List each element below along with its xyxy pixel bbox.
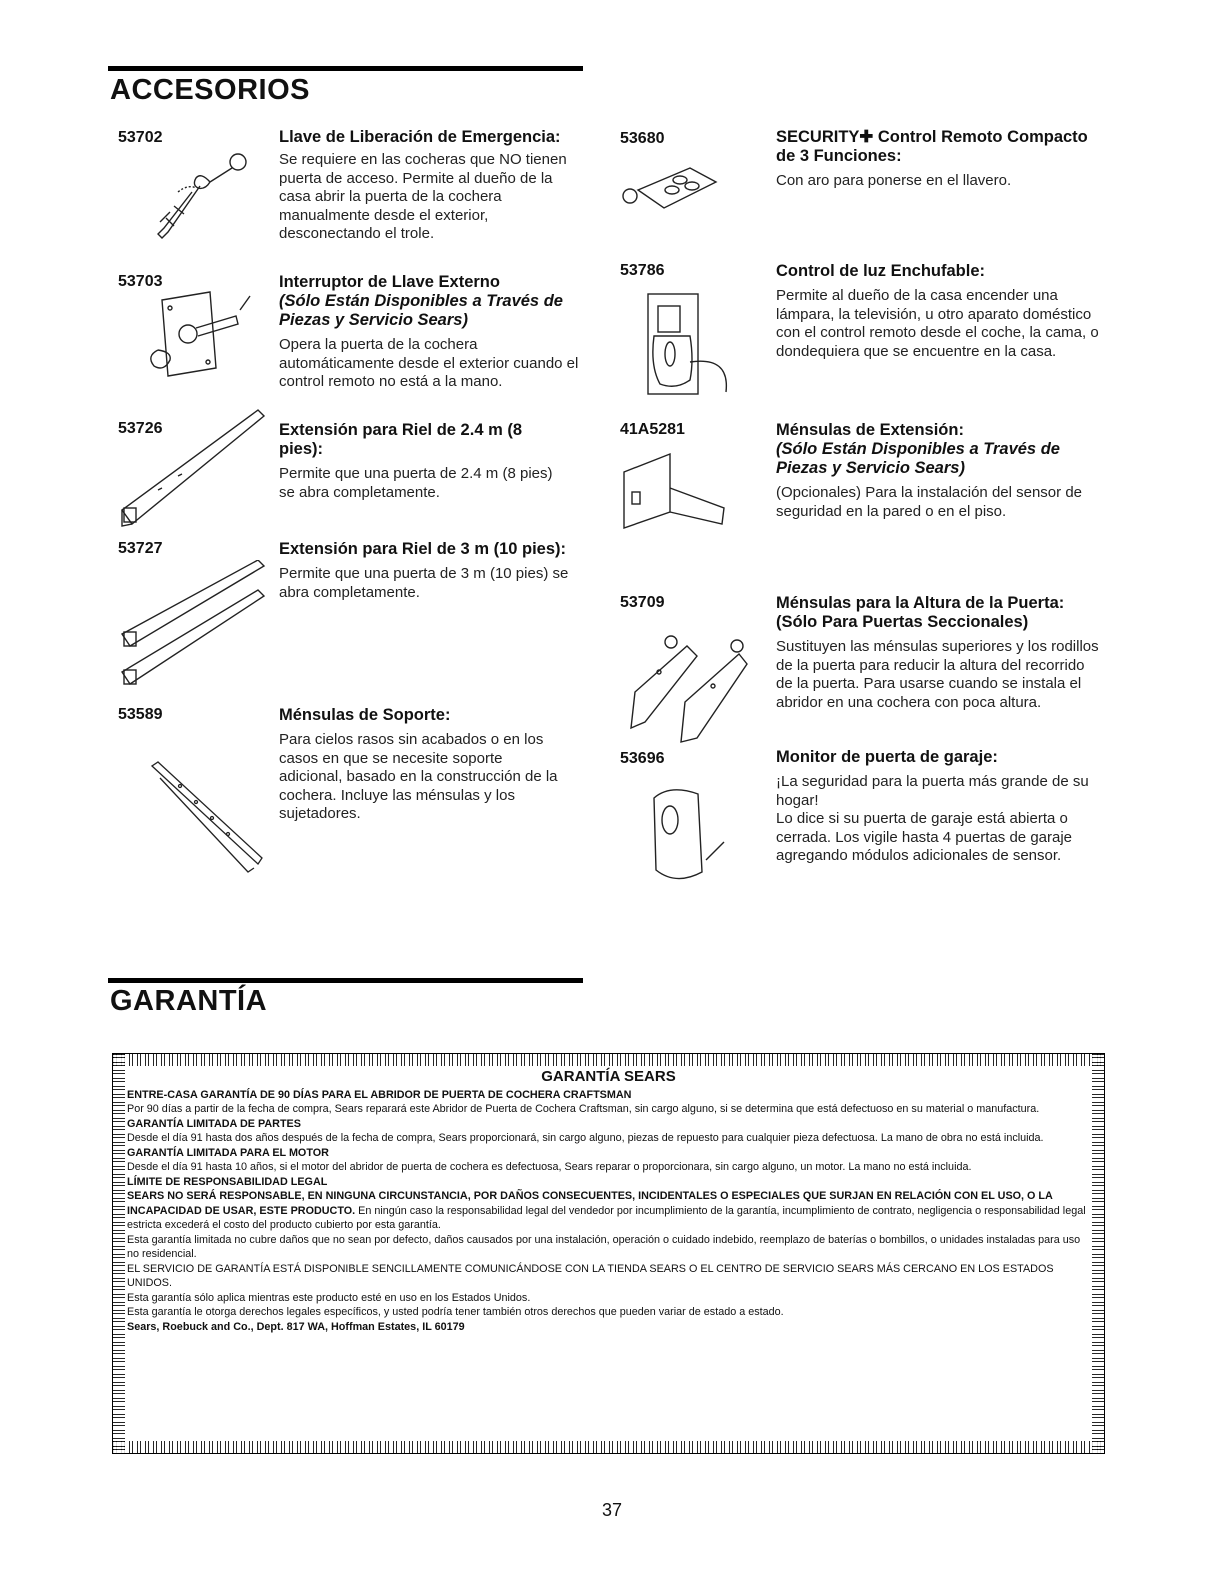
warranty-heading: GARANTÍA LIMITADA PARA EL MOTOR xyxy=(127,1146,329,1159)
item-53727 xyxy=(279,540,569,602)
item-title: Llave de Liberación de Emergencia: xyxy=(279,128,561,146)
warranty-liability-text: En ningún caso la responsabilidad legal del vendedor por incumplimiento de la garantía, incumplimiento de contrato, negligencia o responsabilidad legal estricta excederá el costo del producto cubierto por esta garantía. xyxy=(127,1204,1086,1231)
warranty-heading: ENTRE-CASA GARANTÍA DE 90 DÍAS PARA EL ABRIDOR DE PUERTA DE COCHERA CRAFTSMAN xyxy=(127,1088,632,1101)
item-code-53786: 53786 xyxy=(620,262,665,279)
item-subtitle: (Sólo Están Disponibles a Través de Piezas y Servicio Sears) xyxy=(776,440,1060,477)
warranty-border-bottom xyxy=(113,1441,1104,1453)
door-height-brackets-illustration xyxy=(615,632,755,752)
item-53709 xyxy=(776,594,1101,712)
warranty-heading: LÍMITE DE RESPONSABILIDAD LEGAL xyxy=(127,1175,328,1188)
garantia-rule xyxy=(108,978,583,983)
warranty-heading: GARANTÍA LIMITADA DE PARTES xyxy=(127,1117,301,1130)
item-title: Extensión para Riel de 3 m (10 pies): xyxy=(279,540,567,558)
item-53589 xyxy=(279,706,569,824)
rail-extension-10ft-illustration xyxy=(118,560,268,690)
item-title: Ménsulas para la Altura de la Puerta: (Sólo Para Puertas Seccionales) xyxy=(776,594,1065,631)
warranty-text: Esta garantía sólo aplica mientras este producto esté en uso en los Estados Unidos. xyxy=(127,1291,531,1304)
item-53702 xyxy=(279,128,579,244)
garantia-heading: GARANTÍA xyxy=(110,985,268,1017)
item-desc: Permite que una puerta de 2.4 m (8 pies) se abra completamente. xyxy=(279,465,553,501)
warranty-border-left xyxy=(113,1054,125,1453)
warranty-border-top xyxy=(113,1054,1104,1066)
item-title: Extensión para Riel de 2.4 m (8 pies): xyxy=(279,421,523,458)
item-code-53709: 53709 xyxy=(620,594,665,611)
warranty-box xyxy=(112,1053,1105,1454)
rail-extension-8ft-illustration xyxy=(118,400,268,530)
item-53786 xyxy=(776,262,1101,361)
item-code-53702: 53702 xyxy=(118,129,163,146)
item-subtitle: (Sólo Están Disponibles a Través de Piezas y Servicio Sears) xyxy=(279,292,563,329)
item-53726 xyxy=(279,421,569,502)
warranty-text: Esta garantía limitada no cubre daños que no sean por defecto, daños causados por una instalación, operación o cuidado indebido, reemplazo de baterías o bombillos, o unidades instaladas para uso no residencial. xyxy=(127,1233,1081,1260)
remote-control-illustration xyxy=(620,160,720,220)
item-title: Ménsulas de Soporte: xyxy=(279,706,451,724)
item-desc: Para cielos rasos sin acabados o en los casos en que se necesite soporte adicional, basado en la construcción de la cochera. Incluye las ménsulas y los sujetadores. xyxy=(279,731,558,822)
warranty-border-right xyxy=(1092,1054,1104,1453)
warranty-text: Esta garantía le otorga derechos legales específicos, y usted podría tener también otros derechos que pueden variar de estado a estado. xyxy=(127,1306,784,1318)
support-brackets-illustration xyxy=(150,760,270,880)
warranty-text: Desde el día 91 hasta dos años después de la fecha de compra, Sears proporcionará, sin cargo alguno, piezas de repuesto para cualquier pieza defectuosa. La mano de obra no está incluida. xyxy=(127,1132,1044,1144)
garage-door-monitor-illustration xyxy=(640,780,740,890)
item-53703 xyxy=(279,273,594,392)
item-code-41A5281: 41A5281 xyxy=(620,421,685,438)
item-desc: Opera la puerta de la cochera automáticamente desde el exterior cuando el control remoto no está a la mano. xyxy=(279,336,579,390)
plug-in-light-control-illustration xyxy=(640,292,740,402)
item-desc: Permite que una puerta de 3 m (10 pies) se abra completamente. xyxy=(279,565,569,601)
warranty-title: GARANTÍA SEARS xyxy=(541,1068,676,1085)
emergency-key-illustration xyxy=(140,142,260,252)
item-title: Ménsulas de Extensión: xyxy=(776,421,964,439)
item-desc: Sustituyen las ménsulas superiores y los rodillos de la puerta para reducir la altura del recorrido de la puerta. Para usarse cuando se instala el abridor en una cochera con poca altura. xyxy=(776,638,1099,711)
item-desc: Con aro para ponerse en el llavero. xyxy=(776,172,1012,189)
warranty-address: Sears, Roebuck and Co., Dept. 817 WA, Hoffman Estates, IL 60179 xyxy=(127,1320,465,1333)
warranty-liability xyxy=(127,1189,1090,1233)
warranty-text: Por 90 días a partir de la fecha de compra, Sears reparará este Abridor de Puerta de Cochera Craftsman, sin cargo alguno, si se determina que está defectuoso en su material o manufactura. xyxy=(127,1103,1040,1115)
item-41A5281 xyxy=(776,421,1106,521)
item-desc: (Opcionales) Para la instalación del sensor de seguridad en la pared o en el piso. xyxy=(776,484,1082,520)
item-title: SECURITY✚ Control Remoto Compacto de 3 Funciones: xyxy=(776,128,1088,165)
item-title: Monitor de puerta de garaje: xyxy=(776,748,998,766)
item-53696 xyxy=(776,748,1101,866)
key-switch-illustration xyxy=(140,288,260,384)
item-desc: Permite al dueño de la casa encender una lámpara, la televisión, u otro aparato doméstico con el control remoto desde el coche, la cama, o dondequiera que se encuentre en la casa. xyxy=(776,287,1099,360)
warranty-text: EL SERVICIO DE GARANTÍA ESTÁ DISPONIBLE SENCILLAMENTE COMUNICÁNDOSE CON LA TIENDA SEARS O EL CENTRO DE SERVICIO SEARS MÁS CERCANO EN LOS ESTADOS UNIDOS. xyxy=(127,1262,1054,1289)
extension-brackets-illustration xyxy=(620,452,730,532)
item-desc: Se requiere en las cocheras que NO tienen puerta de acceso. Permite al dueño de la casa abrir la puerta de la cochera manualmente desde el exterior, desconectando el trole. xyxy=(279,151,567,242)
item-code-53696: 53696 xyxy=(620,750,665,767)
item-title: Interruptor de Llave Externo xyxy=(279,273,500,291)
item-code-53703: 53703 xyxy=(118,273,163,290)
accesorios-heading: ACCESORIOS xyxy=(110,74,310,106)
accesorios-rule xyxy=(108,66,583,71)
item-desc: ¡La seguridad para la puerta más grande de su hogar! Lo dice si su puerta de garaje está abierta o cerrada. Los vigile hasta 4 puertas de garaje agregando módulos adicionales de sensor. xyxy=(776,773,1089,864)
item-code-53589: 53589 xyxy=(118,706,163,723)
warranty-content xyxy=(127,1070,1090,1334)
item-code-53726: 53726 xyxy=(118,420,163,437)
item-title: Control de luz Enchufable: xyxy=(776,262,985,280)
item-53680 xyxy=(776,128,1101,191)
item-code-53680: 53680 xyxy=(620,130,665,147)
page-number: 37 xyxy=(601,1500,623,1520)
item-code-53727: 53727 xyxy=(118,540,163,557)
warranty-text: Desde el día 91 hasta 10 años, si el motor del abridor de puerta de cochera es defectuosa, Sears reparar o proporcionara, sin cargo alguno, un motor. La mano no está incluida. xyxy=(127,1161,972,1173)
warranty-liability-bold: SEARS NO SERÁ RESPONSABLE, EN NINGUNA CIRCUNSTANCIA, POR DAÑOS CONSECUENTES, INCIDENTALES O ESPECIALES QUE SURJAN EN RELACIÓN CON EL USO, O LA INCAPACIDAD DE USAR, ESTE PRODUCTO. xyxy=(127,1190,1053,1217)
